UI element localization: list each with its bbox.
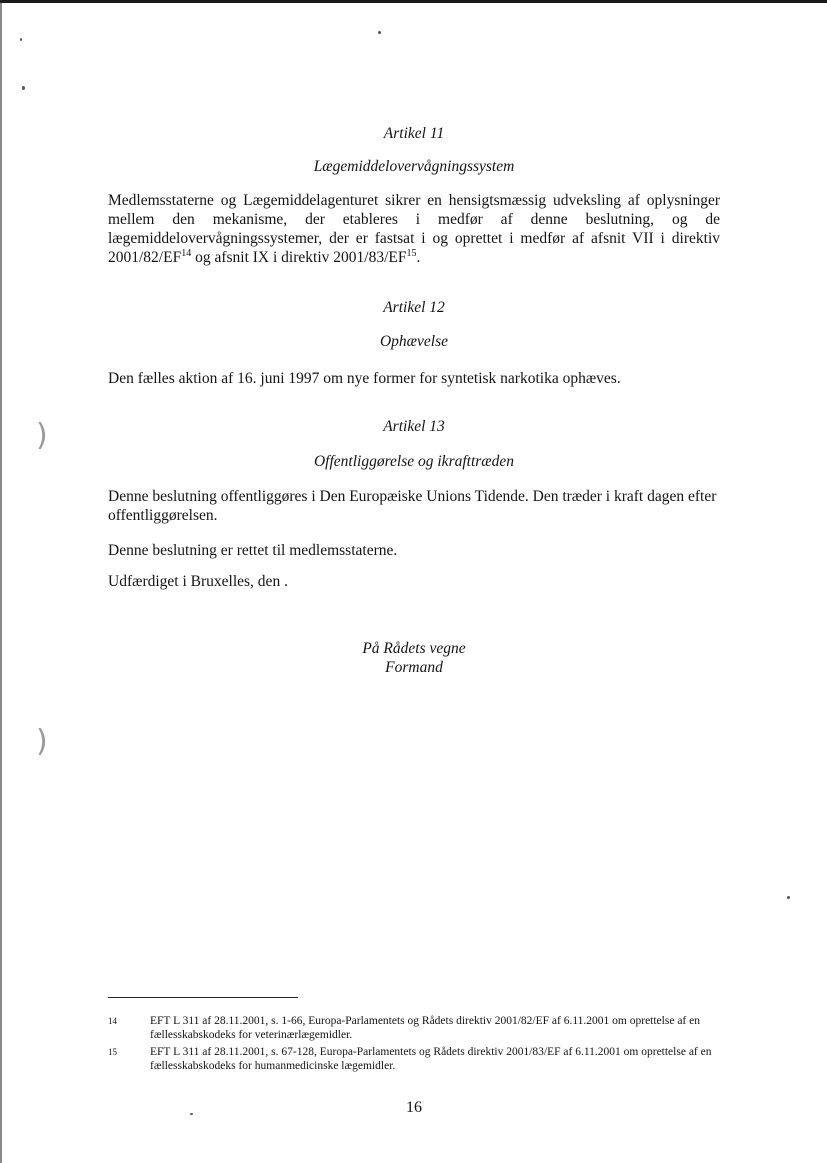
article-13-body-2: Denne beslutning er rettet til medlemsstaterne. (108, 542, 398, 559)
article-12-subheading: Ophævelse (379, 333, 448, 350)
footnote-ref-14[interactable]: 14 (181, 248, 192, 259)
footnote-text: EFT L 311 af 28.11.2001, s. 67-128, Europa-Parlamentets og Rådets direktiv 2001/83/EF af 6.11.2001 om oprettelse af en fællesskabskodeks for humanmedicinske lægemidler. (150, 1046, 712, 1072)
footnote-number: 15 (108, 1047, 117, 1057)
article-11-body-text: Medlemsstaterne og Lægemiddelagenturet sikrer en hensigtsmæssig udveksling af oplysninger mellem den mekanisme, der etableres i medfør af denne beslutning, og de lægemiddelovervågningssystemer, der er fastsat i og oprettet i medfør af afsnit VII i direktiv 2001/82/EF (108, 192, 720, 266)
article-13-heading: Artikel 13 (383, 418, 445, 435)
scan-speck (378, 31, 381, 34)
article-11-body-text: . (416, 249, 421, 266)
footnote-15 (108, 1045, 720, 1075)
footnote-separator (108, 997, 298, 998)
footnote-ref-15[interactable]: 15 (406, 248, 417, 259)
article-12-heading: Artikel 12 (383, 299, 445, 316)
punch-hole-mark: ) (36, 724, 48, 759)
article-11-heading: Artikel 11 (383, 125, 445, 142)
signature-line-1: På Rådets vegne (362, 640, 466, 657)
article-11-subheading: Lægemiddelovervågningssystem (313, 158, 515, 175)
footnote-14 (108, 1014, 720, 1044)
article-11-body (108, 191, 720, 267)
article-13-body-1: Denne beslutning offentliggøres i Den Europæiske Unions Tidende. Den træder i kraft dagen efter offentliggørelsen. (108, 488, 717, 524)
footnote-number: 14 (108, 1016, 117, 1026)
scan-speck (787, 896, 790, 899)
page-number: 16 (406, 1099, 422, 1116)
scan-speck (20, 38, 22, 41)
scan-left-edge (0, 0, 2, 1163)
article-11-body-text: og afsnit IX i direktiv 2001/83/EF (191, 249, 407, 266)
scan-top-edge (0, 0, 827, 3)
article-12-body: Den fælles aktion af 16. juni 1997 om nye former for syntetisk narkotika ophæves. (108, 370, 621, 387)
footnote-text: EFT L 311 af 28.11.2001, s. 1-66, Europa-Parlamentets og Rådets direktiv 2001/82/EF af 6.11.2001 om oprettelse af en fællesskabskodeks for veterinærlægemidler. (150, 1015, 700, 1041)
punch-hole-mark: ) (36, 418, 48, 453)
article-13-body-3: Udfærdiget i Bruxelles, den . (108, 573, 288, 590)
scan-speck (22, 86, 25, 90)
article-13-subheading: Offentliggørelse og ikrafttræden (313, 453, 515, 470)
signature-line-2: Formand (385, 659, 443, 676)
